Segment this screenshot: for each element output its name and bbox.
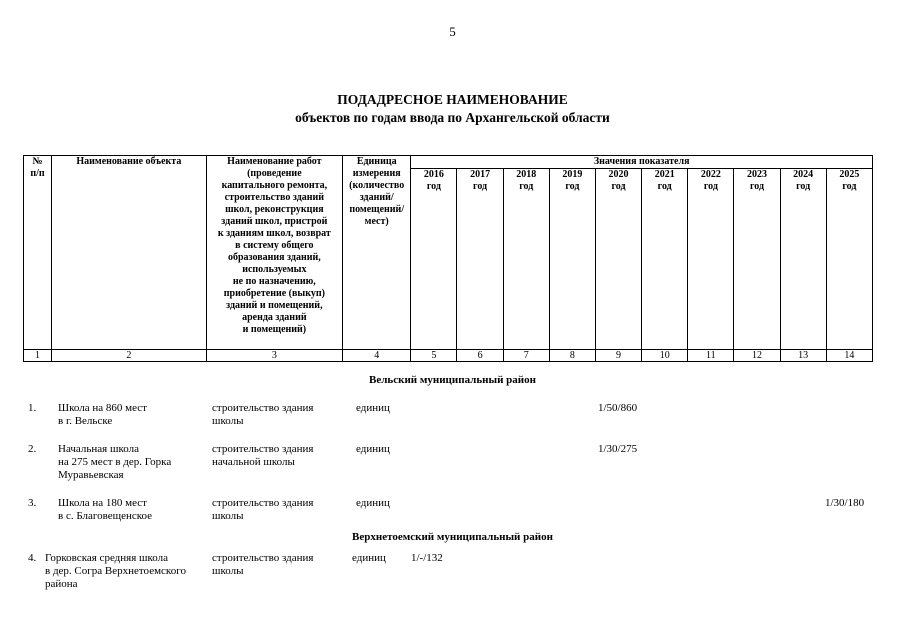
header-year: 2022 год bbox=[688, 169, 734, 350]
column-index: 13 bbox=[780, 350, 826, 362]
header-year: 2021 год bbox=[642, 169, 688, 350]
district-title: Верхнетоемский муниципальный район bbox=[352, 531, 553, 543]
row-unit: единиц bbox=[356, 443, 390, 455]
header-year: 2016 год bbox=[411, 169, 457, 350]
row-number: 2. bbox=[28, 443, 37, 455]
column-index: 5 bbox=[411, 350, 457, 362]
row-object: Начальная школа на 275 мест в дер. Горка Муравьевская bbox=[58, 443, 172, 481]
row-value: 1/30/275 bbox=[598, 443, 638, 455]
row-work: строительство здания начальной школы bbox=[212, 443, 314, 468]
header-year: 2018 год bbox=[503, 169, 549, 350]
row-value: 1/-/132 bbox=[411, 552, 443, 564]
header-year: 2025 год bbox=[826, 169, 872, 350]
column-index: 10 bbox=[642, 350, 688, 362]
row-object: Горковская средняя школа в дер. Согра Верхнетоемского района bbox=[45, 552, 186, 590]
row-number: 3. bbox=[28, 497, 37, 509]
column-index: 7 bbox=[503, 350, 549, 362]
row-work: строительство здания школы bbox=[212, 497, 314, 522]
column-index: 2 bbox=[52, 350, 207, 362]
header-year: 2017 год bbox=[457, 169, 503, 350]
header-num: № п/п bbox=[24, 156, 52, 350]
header-unit: Единица измерения (количество зданий/ помещений/ мест) bbox=[343, 156, 411, 350]
row-value: 1/30/180 bbox=[825, 497, 865, 509]
row-work: строительство здания школы bbox=[212, 402, 314, 427]
column-index: 12 bbox=[734, 350, 780, 362]
document-title: ПОДАДРЕСНОЕ НАИМЕНОВАНИЕ bbox=[337, 92, 568, 107]
column-index: 8 bbox=[549, 350, 595, 362]
column-index: 4 bbox=[343, 350, 411, 362]
row-unit: единиц bbox=[352, 552, 386, 564]
document-subtitle: объектов по годам ввода по Архангельской области bbox=[295, 110, 610, 125]
row-object: Школа на 860 мест в г. Вельске bbox=[58, 402, 147, 427]
row-unit: единиц bbox=[356, 402, 390, 414]
row-object: Школа на 180 мест в с. Благовещенское bbox=[58, 497, 153, 522]
header-work-name: Наименование работ (проведение капитального ремонта, строительство зданий школ, реконструкция зданий школ, пристрой к зданиям школ, возврат в систему общего образования зданий, используемых не по назначению, приобретение (выкуп) зданий и помещений, аренда зданий и помещений) bbox=[206, 156, 342, 350]
page-number: 5 bbox=[449, 24, 456, 39]
column-index: 14 bbox=[826, 350, 872, 362]
district-title: Вельский муниципальный район bbox=[369, 374, 536, 386]
row-work: строительство здания школы bbox=[212, 552, 314, 577]
column-index: 1 bbox=[24, 350, 52, 362]
header-year: 2023 год bbox=[734, 169, 780, 350]
column-index: 9 bbox=[595, 350, 641, 362]
header-year: 2019 год bbox=[549, 169, 595, 350]
header-year: 2020 год bbox=[595, 169, 641, 350]
row-unit: единиц bbox=[356, 497, 390, 509]
table-header bbox=[23, 155, 873, 362]
column-index: 6 bbox=[457, 350, 503, 362]
header-year: 2024 год bbox=[780, 169, 826, 350]
row-value: 1/50/860 bbox=[598, 402, 638, 414]
header-values: Значения показателя bbox=[411, 156, 873, 169]
column-index: 11 bbox=[688, 350, 734, 362]
header-object-name: Наименование объекта bbox=[52, 156, 207, 350]
row-number: 1. bbox=[28, 402, 37, 414]
column-index: 3 bbox=[206, 350, 342, 362]
row-number: 4. bbox=[28, 552, 37, 564]
